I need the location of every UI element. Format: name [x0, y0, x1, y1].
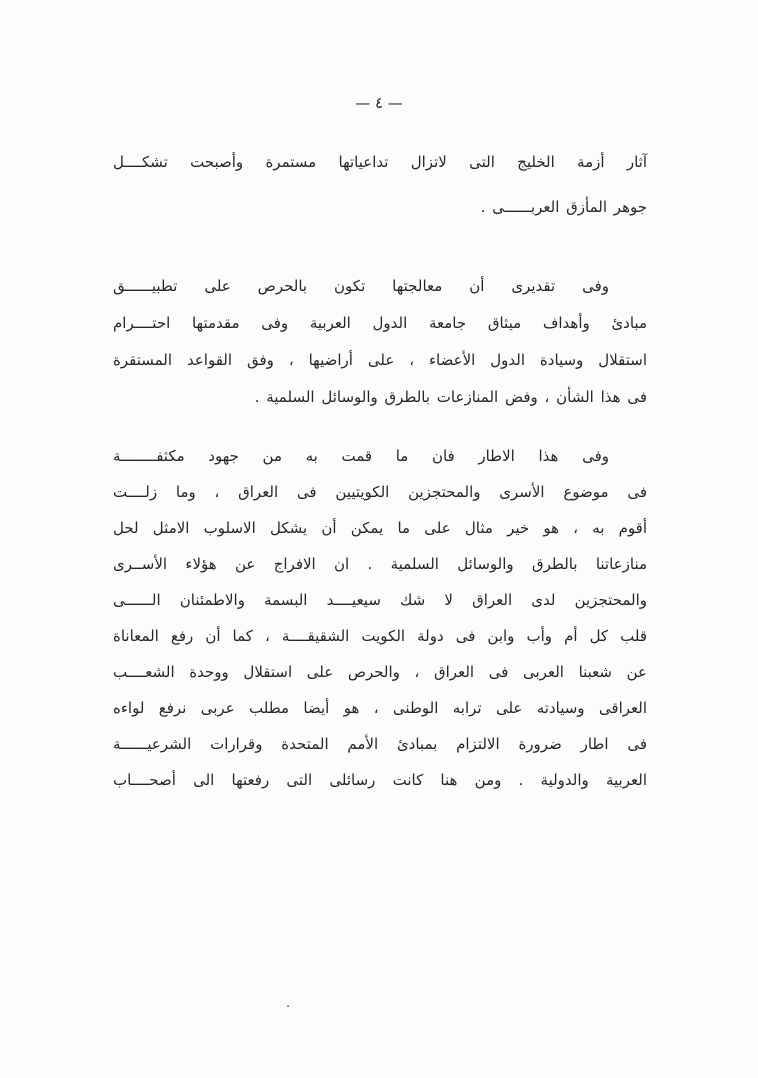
text-line: مبادئ وأهداف ميثاق جامعة الدول العربية وفى مقدمتها احتــــرام	[113, 314, 647, 332]
stray-scan-mark: .	[286, 996, 291, 1011]
paragraph-3	[113, 438, 647, 798]
text-line: وفى تقديرى أن معالجتها تكون بالحرص على تطبيــــــق	[113, 277, 609, 295]
paragraph-1	[113, 140, 647, 230]
text-line: العربية والدولية . ومن هنا كانت رسائلى التى رفعتها الى أصحــــاب	[113, 771, 647, 789]
text-line: فى هذا الشأن ، وفض المنازعات بالطرق والوسائل السلمية .	[254, 388, 647, 406]
paragraph-2	[113, 268, 647, 416]
text-line: فى اطار ضرورة الالتزام بمبادئ الأمم المتحدة وقرارات الشرعيــــــة	[113, 735, 647, 753]
text-line: فى موضوع الأسرى والمحتجزين الكويتيين فى العراق ، وما زلــــت	[113, 483, 647, 501]
text-line: وفى هذا الاطار فان ما قمت به من جهود مكثفــــــــة	[113, 447, 609, 465]
text-line: والمحتجزين لدى العراق لا شك سيعيــــد البسمة والاطمئنان الــــــى	[113, 591, 647, 609]
page-number: — ٤ —	[355, 94, 403, 112]
text-line: أقوم به ، هو خير مثال على ما يمكن أن يشكل الاسلوب الامثل لحل	[113, 519, 647, 537]
text-line: جوهر المأزق العربــــــى .	[480, 198, 647, 216]
text-line: استقلال وسيادة الدول الأعضاء ، على أراضيها ، وفق القواعد المستقرة	[113, 351, 647, 369]
text-line: قلب كل أم وأب وابن فى دولة الكويت الشقيقــــة ، كما أن رفع المعاناة	[113, 627, 647, 645]
text-line: آثار أزمة الخليج التى لاتزال تداعياتها مستمرة وأصبحت تشكــــل	[113, 153, 647, 171]
text-line: منازعاتنا بالطرق والوسائل السلمية . ان الافراج عن هؤلاء الأســرى	[113, 555, 647, 573]
text-block	[113, 140, 647, 798]
text-line: العراقى وسيادته على ترابه الوطنى ، هو أيضا مطلب عربى نرفع لواءه	[113, 699, 647, 717]
text-line: عن شعبنا العربى فى العراق ، والحرص على استقلال ووحدة الشعــــب	[113, 663, 647, 681]
